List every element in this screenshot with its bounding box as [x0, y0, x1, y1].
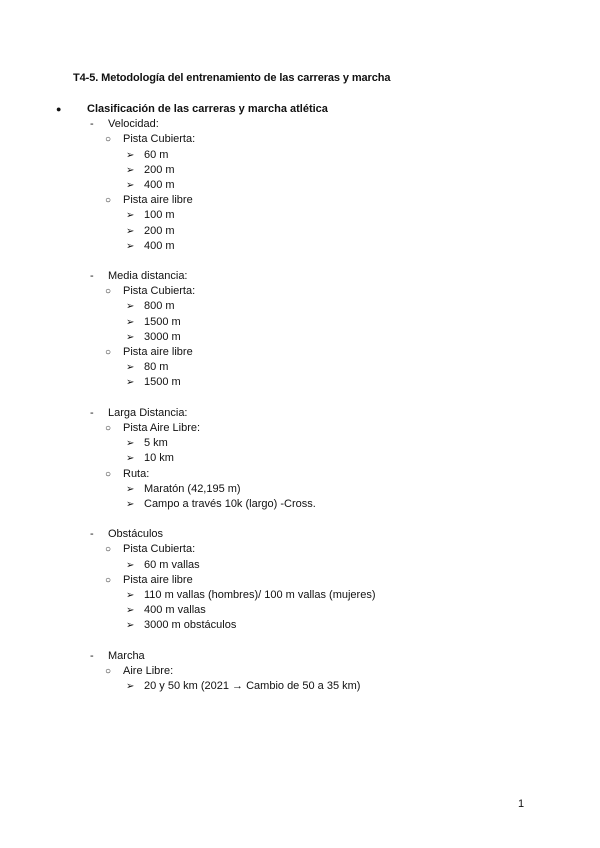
- event-item-text: 400 m: [144, 178, 175, 191]
- arrow-bullet-icon: ➢: [126, 590, 135, 601]
- event-item: [0, 436, 600, 451]
- event-item-text: 3000 m obstáculos: [144, 619, 237, 632]
- venue-item: [0, 542, 600, 557]
- dash-marker: -: [90, 118, 94, 131]
- arrow-bullet-icon: ➢: [126, 240, 135, 252]
- venue-item: [0, 284, 600, 299]
- event-item: [0, 451, 600, 466]
- arrow-bullet-icon: ➢: [126, 483, 135, 495]
- dash-marker: -: [90, 649, 94, 662]
- arrow-bullet-icon: ➢: [126, 620, 135, 632]
- event-item: [0, 239, 600, 254]
- arrow-bullet-icon: ➢: [126, 331, 135, 343]
- document-title: T4-5. Metodología del entrenamiento de las carreras y marcha: [73, 72, 391, 84]
- arrow-bullet-icon: ➢: [126, 605, 135, 617]
- event-item: [0, 299, 600, 314]
- event-item: [0, 178, 600, 193]
- event-item: [0, 375, 600, 390]
- outline-list: [0, 102, 600, 694]
- event-item-text: 20 y 50 km (2021 → Cambio de 50 a 35 km): [144, 680, 361, 693]
- event-item-text: 80 m: [144, 361, 169, 374]
- event-item-text: 400 m vallas: [144, 604, 206, 617]
- event-item: [0, 330, 600, 345]
- event-item-text: 60 m: [144, 148, 169, 161]
- circle-bullet-marker: ○: [105, 422, 112, 434]
- venue-item: [0, 193, 600, 208]
- event-item: [0, 315, 600, 330]
- venue-item-text: Pista aire libre: [123, 573, 193, 586]
- event-item-text: Campo a través 10k (largo) -Cross.: [144, 497, 316, 510]
- event-item-text: 1500 m: [144, 376, 181, 389]
- category-item: [0, 649, 600, 664]
- arrow-bullet-icon: ➢: [126, 453, 135, 465]
- category-item-text: Obstáculos: [108, 528, 164, 541]
- event-item-text: Maratón (42,195 m): [144, 482, 241, 495]
- dash-marker: -: [90, 270, 94, 283]
- venue-item-text: Pista Cubierta:: [123, 285, 196, 298]
- arrow-bullet-icon: ➢: [126, 498, 135, 510]
- venue-item-text: Pista aire libre: [123, 194, 193, 207]
- event-item-text: 200 m: [144, 224, 175, 237]
- event-item-text: 60 m vallas: [144, 558, 200, 571]
- venue-item-text: Pista Cubierta:: [123, 133, 196, 146]
- circle-bullet-marker: ○: [105, 574, 112, 586]
- spacer: [0, 512, 600, 527]
- venue-item: [0, 132, 600, 147]
- spacer: [0, 391, 600, 406]
- venue-item-text: Pista Aire Libre:: [123, 421, 201, 434]
- event-item-text: 800 m: [144, 300, 175, 313]
- venue-item-text: Pista Cubierta:: [123, 543, 196, 556]
- event-item: [0, 497, 600, 512]
- arrow-bullet-icon: ➢: [126, 316, 135, 328]
- venue-item: [0, 345, 600, 360]
- category-item-text: Marcha: [108, 649, 145, 662]
- event-item: [0, 148, 600, 163]
- arrow-bullet-icon: ➢: [126, 559, 135, 571]
- arrow-bullet-icon: ➢: [126, 681, 135, 693]
- section-heading-text: Clasificación de las carreras y marcha atlética: [87, 103, 328, 115]
- event-item-text: 10 km: [144, 452, 174, 465]
- category-item: [0, 269, 600, 284]
- arrow-bullet-icon: ➢: [126, 377, 135, 389]
- circle-bullet-marker: ○: [105, 195, 112, 207]
- arrow-bullet-icon: ➢: [126, 301, 135, 313]
- circle-bullet-marker: ○: [105, 286, 112, 298]
- category-item-text: Velocidad:: [108, 118, 159, 131]
- venue-item-text: Pista aire libre: [123, 346, 193, 358]
- event-item-text: 110 m vallas (hombres)/ 100 m vallas (mujeres): [144, 589, 376, 601]
- event-item: [0, 208, 600, 223]
- circle-bullet-marker: ○: [105, 665, 112, 677]
- arrow-bullet-icon: ➢: [126, 164, 135, 176]
- arrow-bullet-icon: ➢: [126, 210, 135, 222]
- venue-item: [0, 421, 600, 436]
- category-item: [0, 117, 600, 132]
- event-item: [0, 482, 600, 497]
- section-heading: [0, 102, 600, 117]
- event-item: [0, 588, 600, 603]
- venue-item-text: Ruta:: [123, 467, 150, 480]
- circle-bullet-marker: ○: [105, 468, 112, 480]
- event-item-text: 200 m: [144, 163, 175, 176]
- spacer: [0, 634, 600, 649]
- event-item-text: 1500 m: [144, 315, 181, 328]
- spacer: [0, 254, 600, 269]
- circle-bullet-marker: ○: [105, 544, 112, 556]
- event-item-text: 100 m: [144, 209, 175, 222]
- event-item-text: 400 m: [144, 239, 175, 252]
- event-item-text: 5 km: [144, 437, 168, 450]
- arrow-bullet-icon: ➢: [126, 362, 135, 374]
- category-item: [0, 527, 600, 542]
- category-item-text: Media distancia:: [108, 270, 188, 283]
- page-number: 1: [518, 798, 525, 810]
- dash-marker: -: [90, 528, 94, 541]
- circle-bullet-marker: ○: [105, 347, 112, 358]
- circle-bullet-marker: ○: [105, 134, 112, 146]
- event-item: [0, 163, 600, 178]
- event-item: [0, 679, 600, 694]
- category-item-text: Larga Distancia:: [108, 406, 188, 419]
- dash-marker: -: [90, 406, 94, 419]
- event-item-text: 3000 m: [144, 330, 181, 343]
- event-item: [0, 360, 600, 375]
- event-item: [0, 224, 600, 239]
- event-item: [0, 558, 600, 573]
- venue-item: [0, 573, 600, 588]
- bullet-marker: ●: [56, 104, 62, 114]
- event-item: [0, 618, 600, 633]
- venue-item-text: Aire Libre:: [123, 664, 174, 677]
- arrow-bullet-icon: ➢: [126, 149, 135, 161]
- arrow-bullet-icon: ➢: [126, 438, 135, 450]
- event-item: [0, 603, 600, 618]
- arrow-bullet-icon: ➢: [126, 225, 135, 237]
- arrow-bullet-icon: ➢: [126, 179, 135, 191]
- category-item: [0, 406, 600, 421]
- venue-item: [0, 664, 600, 679]
- venue-item: [0, 467, 600, 482]
